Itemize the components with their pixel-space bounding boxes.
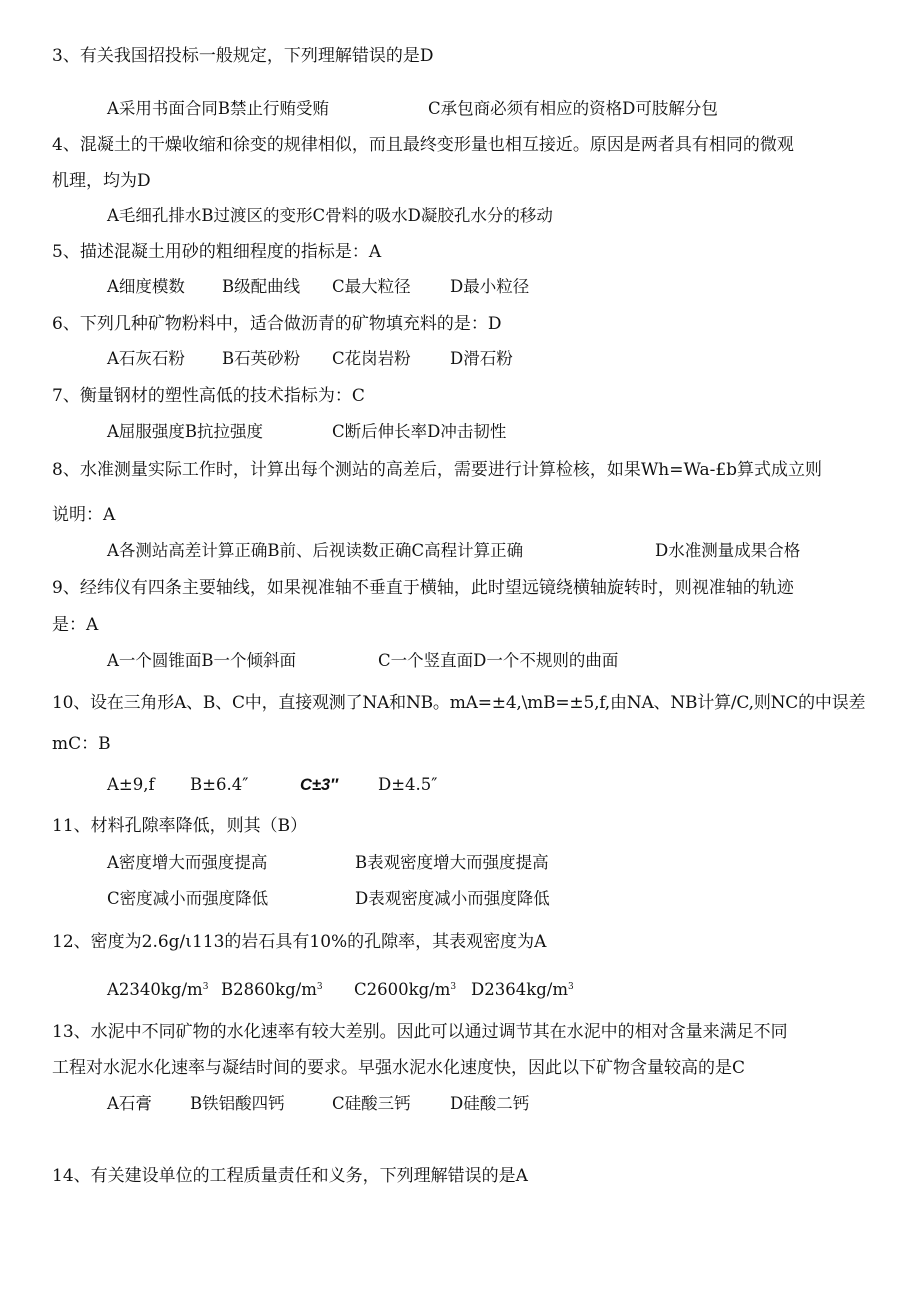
question-5-option-d: D最小粒径 [450, 277, 530, 296]
question-7-stem: 7、衡量钢材的塑性高低的技术指标为：C [52, 386, 365, 406]
question-6-stem: 6、下列几种矿物粉料中，适合做沥青的矿物填充料的是：D [52, 314, 502, 334]
question-6-option-b: B石英砂粉 [222, 349, 301, 368]
question-12-option-a-text: A2340kg/m [107, 980, 203, 999]
question-3-options-ab: A采用书面合同B禁止行贿受贿 [107, 99, 330, 118]
question-13-option-a: A石膏 [107, 1094, 152, 1113]
question-13-stem-line-1: 13、水泥中不同矿物的水化速率有较大差别。因此可以通过调节其在水泥中的相对含量来满足不同 [52, 1022, 788, 1042]
question-13-option-c: C硅酸三钙 [332, 1094, 411, 1113]
question-3-stem: 3、有关我国招投标一般规定，下列理解错误的是D [52, 46, 434, 66]
question-9-options-ab: A一个圆锥面B一个倾斜面 [107, 651, 297, 670]
question-10-option-d: D±4.5″ [378, 775, 438, 794]
question-12-option-c [354, 979, 456, 1001]
question-11-option-d: D表观密度减小而强度降低 [355, 889, 550, 908]
question-12-option-a [107, 979, 208, 1001]
question-10-stem-line-2: mC：B [52, 734, 111, 754]
question-8-option-d: D水准测量成果合格 [655, 541, 801, 560]
question-11-option-a: A密度增大而强度提高 [107, 853, 268, 872]
question-13-option-d: D硅酸二钙 [450, 1094, 530, 1113]
question-4-options: A毛细孔排水B过渡区的变形C骨料的吸水D凝胶孔水分的移动 [107, 206, 553, 225]
question-4-stem-line-1: 4、混凝土的干燥收缩和徐变的规律相似，而且最终变形量也相互接近。原因是两者具有相同的微观 [52, 135, 794, 155]
question-11-option-c: C密度减小而强度降低 [107, 889, 269, 908]
question-12-option-b [221, 979, 323, 1001]
question-9-stem-line-2: 是：A [52, 615, 99, 635]
question-13-option-b: B铁铝酸四钙 [190, 1094, 285, 1113]
question-5-option-b: B级配曲线 [222, 277, 301, 296]
question-9-options-cd: C一个竖直面D一个不规则的曲面 [378, 651, 619, 670]
question-5-stem: 5、描述混凝土用砂的粗细程度的指标是：A [52, 242, 382, 262]
question-8-options-abc: A各测站高差计算正确B前、后视读数正确C高程计算正确 [107, 541, 524, 560]
question-10-option-a: A±9,f [107, 775, 155, 794]
question-8-stem-line-1: 8、水准测量实际工作时，计算出每个测站的高差后，需要进行计算检核，如果Wh=Wa-£b算式成立则 [52, 460, 823, 480]
question-9-stem-line-1: 9、经纬仪有四条主要轴线，如果视准轴不垂直于横轴，此时望远镜绕横轴旋转时，则视准轴的轨迹 [52, 578, 794, 598]
question-6-option-a: A石灰石粉 [107, 349, 185, 368]
question-12-option-d-text: D2364kg/m [471, 980, 568, 999]
question-6-option-d: D滑石粉 [450, 349, 513, 368]
superscript: 3 [450, 982, 457, 992]
question-12-stem: 12、密度为2.6g/ι113的岩石具有10%的孔隙率，其表观密度为A [52, 932, 547, 952]
question-10-option-c: C±3″ [300, 776, 339, 794]
question-14-stem: 14、有关建设单位的工程质量责任和义务，下列理解错误的是A [52, 1166, 528, 1186]
question-11-option-b: B表观密度增大而强度提高 [355, 853, 549, 872]
question-7-options-ab: A屈服强度B抗拉强度 [107, 422, 264, 441]
question-3-options-cd: C承包商必须有相应的资格D可肢解分包 [428, 99, 718, 118]
question-5-option-c: C最大粒径 [332, 277, 411, 296]
question-4-stem-line-2: 机理，均为D [52, 171, 151, 191]
question-10-stem-line-1: 10、设在三角形A、B、C中，直接观测了NA和NB。mA=±4,\mB=±5,f,由NA、NB计算/C,则NC的中误差 [52, 693, 866, 713]
question-10-option-b: B±6.4″ [190, 775, 249, 794]
question-5-option-a: A细度模数 [107, 277, 185, 296]
question-12-option-d [471, 979, 574, 1001]
question-7-options-cd: C断后伸长率D冲击韧性 [332, 422, 507, 441]
superscript: 3 [316, 982, 323, 992]
question-12-option-b-text: B2860kg/m [221, 980, 317, 999]
superscript: 3 [568, 982, 574, 992]
question-8-stem-line-2: 说明：A [52, 505, 116, 525]
question-6-option-c: C花岗岩粉 [332, 349, 411, 368]
question-12-option-c-text: C2600kg/m [354, 980, 451, 999]
question-11-stem: 11、材料孔隙率降低，则其（B） [52, 816, 308, 836]
question-13-stem-line-2: 工程对水泥水化速率与凝结时间的要求。早强水泥水化速度快，因此以下矿物含量较高的是C [52, 1058, 746, 1078]
superscript: 3 [202, 982, 209, 992]
